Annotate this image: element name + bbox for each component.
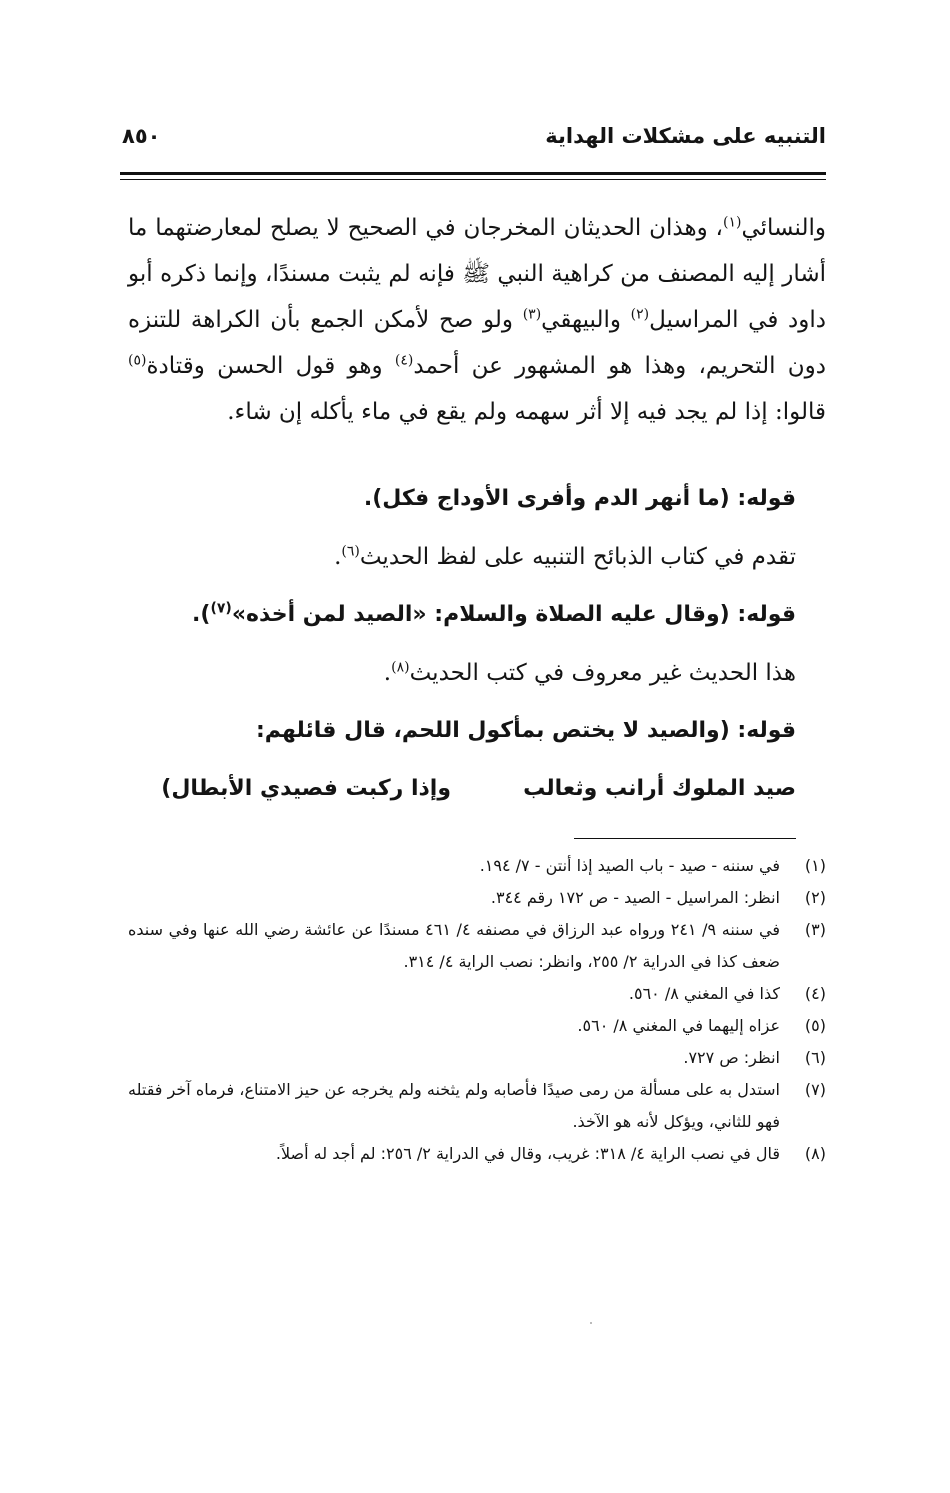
text-run: والبيهقي <box>541 307 631 333</box>
footnote-text: في سننه - صيد - باب الصيد إذا أنتن - ٧/ ١٩٤. <box>479 856 780 875</box>
footnote-text: في سننه ٩/ ٢٤١ ورواه عبد الرزاق في مصنفه ٤/ ٤٦١ مسندًا عن عائشة رضي الله عنها وفي سنده ضعف كذا في الدراية ٢/ ٢٥٥، وانظر: نصب الراية ٤/ ٣١٤. <box>128 920 780 971</box>
footnotes <box>128 850 826 1170</box>
footnote-number: (٢) <box>804 888 826 907</box>
text-run: ، وهذان الحديثان المخرجان في الصحيح لا يصلح لمعارضتهما ما أشار إليه المصنف من كراهية النبي ﷺ فإنه لم يثبت مسندًا، وإنما ذكره أبو داود في المراسيل <box>128 215 826 333</box>
quote-line: قوله: (والصيد لا يختص بمأكول اللحم، قال قائلهم: <box>255 718 796 743</box>
footnote-ref: (٦) <box>341 543 360 560</box>
footnote <box>128 882 826 914</box>
verse-second-hemistich: وإذا ركبت فصيدي الأبطال) <box>161 776 451 801</box>
footnote-ref: (٥) <box>128 352 147 369</box>
text-run: تقدم في كتاب الذبائح التنبيه على لفظ الحديث <box>359 544 796 570</box>
footnote-number: (٣) <box>804 920 826 939</box>
text-run: ولو صح لأمكن الجمع بأن الكراهة للتنزه دون التحريم، وهذا هو المشهور عن أحمد <box>128 307 827 379</box>
page-number: ٨٥٠ <box>122 124 161 148</box>
footnote-separator <box>574 838 796 839</box>
header-rule-thin <box>120 179 826 180</box>
commentary-line <box>128 644 796 702</box>
footnote-text: عزاه إليهما في المغني ٨/ ٥٦٠. <box>577 1016 780 1035</box>
text-run: . <box>383 660 392 686</box>
text-run: قوله: (وقال عليه الصلاة والسلام: «الصيد لمن أخذه» <box>231 602 796 627</box>
page-header <box>120 108 826 168</box>
footnote-ref: (١) <box>722 214 742 231</box>
footnote-number: (٦) <box>804 1048 826 1067</box>
footnote-ref: (٢) <box>630 306 650 323</box>
footnote-number: (٧) <box>804 1080 826 1099</box>
footnote-text: استدل به على مسألة من رمى صيدًا فأصابه ولم يثخنه ولم يخرجه عن حيز الامتناع، فرماه آخر فقتله فهو للثاني، ويؤكل لأنه هو الآخذ. <box>128 1080 780 1131</box>
verse-first-hemistich: صيد الملوك أرانب وثعالب <box>523 776 796 801</box>
text-run: . <box>334 544 342 570</box>
footnote <box>128 850 826 882</box>
footnote-text: انظر: ص ٧٢٧. <box>683 1048 780 1067</box>
text-run: والنسائي <box>741 215 826 241</box>
footnote-number: (٤) <box>804 984 826 1003</box>
footnote-number: (٥) <box>804 1016 826 1035</box>
text-run: ). <box>192 602 211 627</box>
footnote-text: كذا في المغني ٨/ ٥٦٠. <box>628 984 780 1003</box>
running-title: التنبيه على مشكلات الهداية <box>545 124 826 148</box>
main-paragraph <box>128 205 826 435</box>
poetry-verse <box>128 760 796 818</box>
footnote <box>128 914 826 978</box>
footnote <box>128 1042 826 1074</box>
footnote-text: انظر: المراسيل - الصيد - ص ١٧٢ رقم ٣٤٤. <box>490 888 780 907</box>
commentary-line <box>128 528 796 586</box>
footnote <box>128 1010 826 1042</box>
scan-speck <box>590 1322 592 1324</box>
text-run: وهو قول الحسن وقتادة <box>146 353 395 379</box>
footnote-ref: (٤) <box>394 352 414 369</box>
header-rule-thick <box>120 172 826 175</box>
text-run: قالوا: إذا لم يجد فيه إلا أثر سهمه ولم يقع في ماء يأكله إن شاء. <box>227 399 826 425</box>
footnote-number: (١) <box>804 856 826 875</box>
footnote <box>128 1074 826 1138</box>
footnote-ref: (٨) <box>391 659 410 676</box>
footnote <box>128 978 826 1010</box>
quote-line <box>128 586 796 644</box>
quote-blocks <box>128 470 796 818</box>
footnote-text: قال في نصب الراية ٤/ ٣١٨: غريب، وقال في الدراية ٢/ ٢٥٦: لم أجد له أصلاً. <box>275 1144 780 1163</box>
footnote-ref: (٣) <box>522 306 542 323</box>
footnote-ref: (٧) <box>210 600 232 617</box>
text-run: هذا الحديث غير معروف في كتب الحديث <box>409 660 796 686</box>
footnote <box>128 1138 826 1170</box>
footnote-number: (٨) <box>804 1144 826 1163</box>
quote-line: قوله: (ما أنهر الدم وأفرى الأوداج فكل). <box>363 486 796 511</box>
